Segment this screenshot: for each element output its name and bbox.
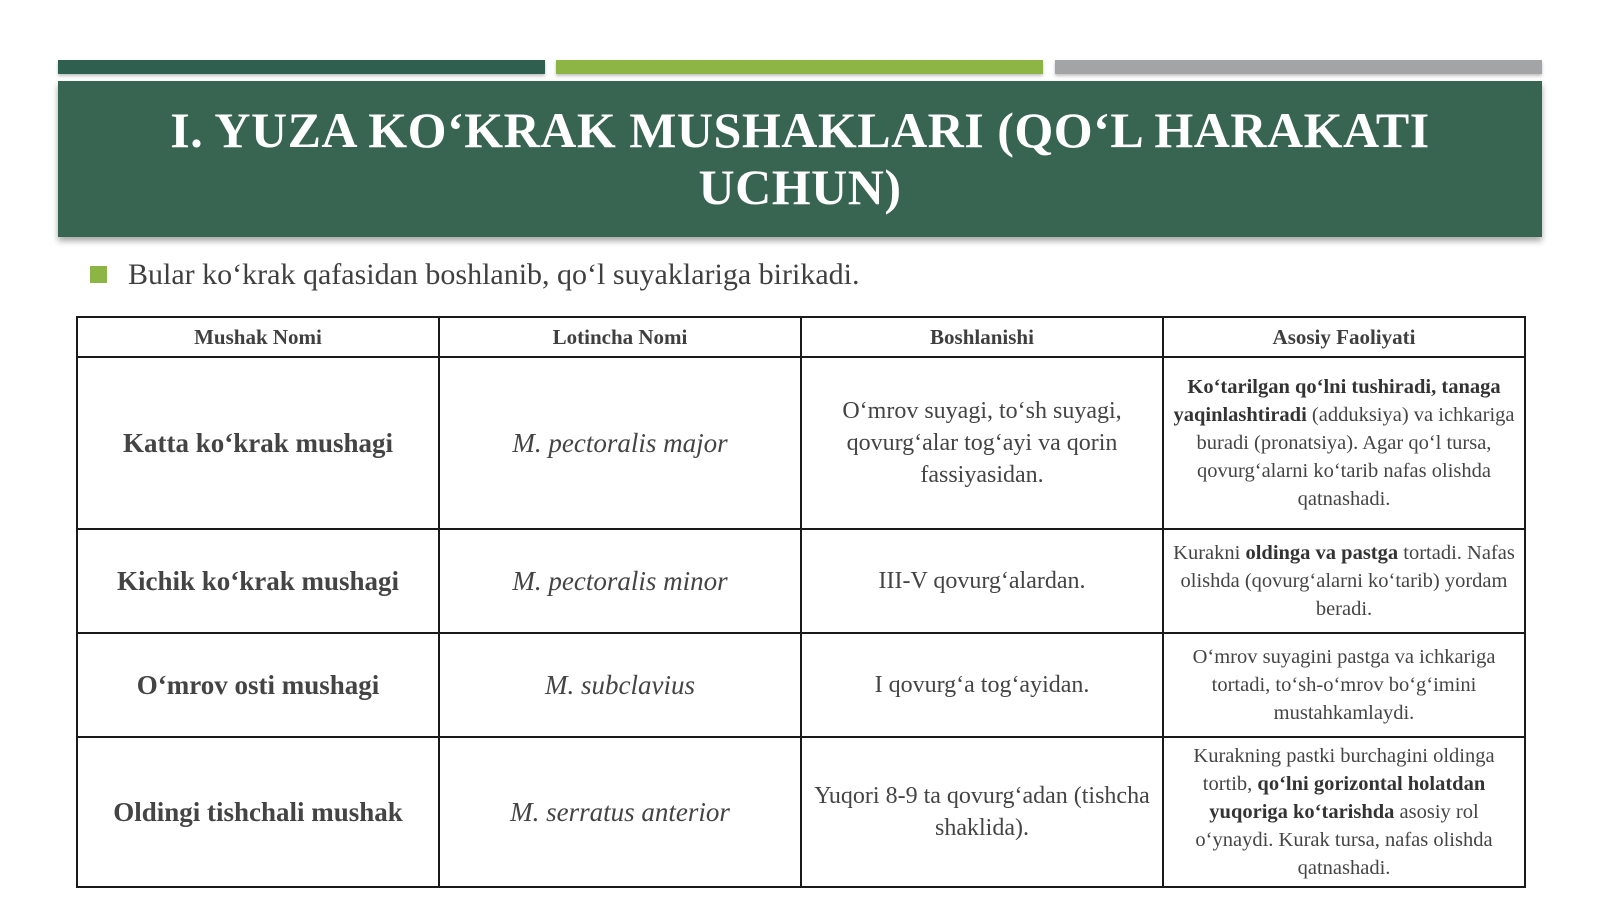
origin-cell: O‘mrov suyagi, to‘sh suyagi, qovurg‘alar tog‘ayi va qorin fassiyasidan.: [801, 357, 1163, 529]
bullet-text: Bular ko‘krak qafasidan boshlanib, qo‘l suyaklariga birikadi.: [128, 258, 860, 291]
function-cell: [1163, 737, 1525, 887]
table-row: [77, 633, 1525, 737]
header-muscle-name: Mushak Nomi: [77, 317, 439, 357]
origin-cell: III-V qovurg‘alardan.: [801, 529, 1163, 633]
header-origin: Boshlanishi: [801, 317, 1163, 357]
function-cell: [1163, 633, 1525, 737]
function-text: (adduksiya) va ichkariga buradi (pronatsiya). Agar qo‘l tursa, qovurg‘alarni ko‘tarib nafas olishda qatnashadi.: [1196, 404, 1515, 510]
bullet-square-icon: [90, 266, 107, 283]
header-function: Asosiy Faoliyati: [1163, 317, 1525, 357]
function-text: Kurakni: [1173, 542, 1246, 564]
muscle-name-cell: Oldingi tishchali mushak: [77, 737, 439, 887]
function-text: O‘mrov suyagini pastga va ichkariga tortadi, to‘sh-o‘mrov bo‘g‘imini mustahkamlaydi.: [1192, 646, 1496, 724]
table-row: [77, 357, 1525, 529]
slide-title: I. YUZA KO‘KRAK MUSHAKLARI (QO‘L HARAKATI UCHUN): [170, 102, 1430, 215]
accent-bar-dark-green: [58, 60, 545, 74]
latin-name-cell: M. serratus anterior: [439, 737, 801, 887]
function-cell: [1163, 529, 1525, 633]
accent-bars: [58, 60, 1542, 74]
muscle-name-cell: Kichik ko‘krak mushagi: [77, 529, 439, 633]
latin-name-cell: M. subclavius: [439, 633, 801, 737]
table-row: [77, 529, 1525, 633]
accent-bar-gray: [1055, 60, 1542, 74]
function-bold-text: oldinga va pastga: [1245, 542, 1399, 564]
latin-name-cell: M. pectoralis minor: [439, 529, 801, 633]
origin-cell: I qovurg‘a tog‘ayidan.: [801, 633, 1163, 737]
header-latin-name: Lotincha Nomi: [439, 317, 801, 357]
muscles-table: [76, 316, 1526, 888]
latin-name-cell: M. pectoralis major: [439, 357, 801, 529]
table-header-row: [77, 317, 1525, 357]
origin-cell: Yuqori 8-9 ta qovurg‘adan (tishcha shaklida).: [801, 737, 1163, 887]
function-text: asosiy rol o‘ynaydi. Kurak tursa, nafas olishda qatnashadi.: [1195, 801, 1493, 879]
function-bold-text: Ko‘tarilgan qo‘lni tushiradi, tanaga yaqinlashtiradi: [1173, 376, 1501, 426]
title-banner: [58, 81, 1542, 237]
accent-bar-light-green: [556, 60, 1043, 74]
muscle-name-cell: O‘mrov osti mushagi: [77, 633, 439, 737]
table-row: [77, 737, 1525, 887]
muscle-name-cell: Katta ko‘krak mushagi: [77, 357, 439, 529]
function-cell: [1163, 357, 1525, 529]
function-bold-text: qo‘lni gorizontal holatdan yuqoriga ko‘tarishda: [1209, 773, 1486, 823]
function-text: tortadi. Nafas olishda (qovurg‘alarni ko‘tarib) yordam beradi.: [1180, 542, 1515, 620]
function-text: Kurakning pastki burchagini oldinga tortib,: [1193, 745, 1495, 795]
